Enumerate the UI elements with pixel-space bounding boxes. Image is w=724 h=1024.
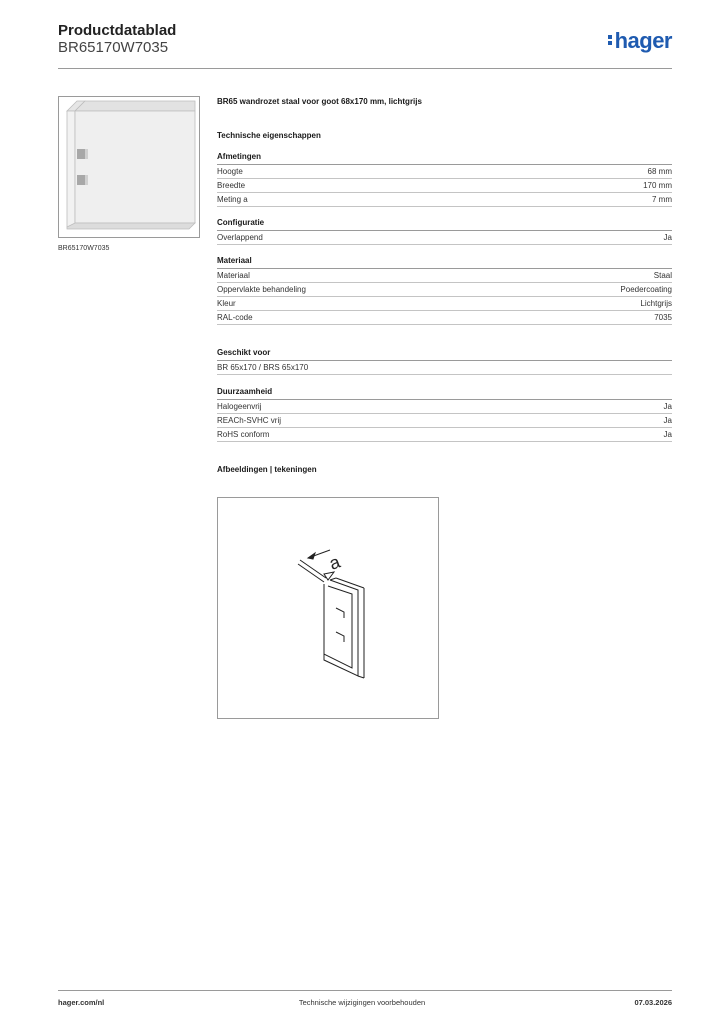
row-value: 7035 <box>654 313 672 322</box>
header-divider <box>58 68 672 69</box>
spec-content <box>217 96 672 476</box>
table-row <box>217 193 672 207</box>
section-title: Afmetingen <box>217 151 672 165</box>
table-row <box>217 311 672 325</box>
section-title: Configuratie <box>217 217 672 231</box>
row-value: Ja <box>663 430 672 439</box>
section-duurzaamheid <box>217 386 672 442</box>
row-label: BR 65x170 / BRS 65x170 <box>217 363 309 372</box>
row-label: Overlappend <box>217 233 263 242</box>
table-row <box>217 269 672 283</box>
section-title: Geschikt voor <box>217 347 672 361</box>
thumbnail-caption: BR65170W7035 <box>58 245 110 252</box>
hager-logo <box>608 28 672 54</box>
technical-drawing <box>217 497 439 719</box>
row-label: Halogeenvrij <box>217 402 262 411</box>
product-code: BR65170W7035 <box>58 39 169 56</box>
row-label: REACh-SVHC vrij <box>217 416 282 425</box>
row-value: 68 mm <box>647 167 672 176</box>
row-label: Kleur <box>217 299 236 308</box>
tech-heading: Technische eigenschappen <box>217 131 321 140</box>
product-thumbnail <box>58 96 200 238</box>
logo-text: hager <box>614 28 672 53</box>
table-row <box>217 283 672 297</box>
section-title: Duurzaamheid <box>217 386 672 400</box>
dimension-label: a <box>326 551 343 574</box>
footer-disclaimer: Technische wijzigingen voorbehouden <box>298 998 426 1007</box>
row-label: RoHS conform <box>217 430 270 439</box>
row-label: Meting a <box>217 195 248 204</box>
row-value: Poedercoating <box>620 285 672 294</box>
section-geschikt <box>217 347 672 375</box>
dimension-drawing <box>218 498 438 718</box>
row-value: Ja <box>663 233 672 242</box>
table-row <box>217 165 672 179</box>
page-header <box>58 22 672 68</box>
logo-dots-icon <box>608 33 613 47</box>
row-value: Lichtgrijs <box>640 299 672 308</box>
row-label: Materiaal <box>217 271 250 280</box>
table-row <box>217 361 672 375</box>
table-row <box>217 231 672 245</box>
table-row <box>217 414 672 428</box>
row-value: Ja <box>663 416 672 425</box>
row-label: RAL-code <box>217 313 253 322</box>
row-value: 170 mm <box>643 181 672 190</box>
row-label: Oppervlakte behandeling <box>217 285 306 294</box>
footer-date: 07.03.2026 <box>634 998 672 1007</box>
row-value: Staal <box>653 271 672 280</box>
section-title: Materiaal <box>217 255 672 269</box>
table-row <box>217 400 672 414</box>
product-title: BR65 wandrozet staal voor goot 68x170 mm, lichtgrijs <box>217 97 422 106</box>
row-label: Breedte <box>217 181 246 190</box>
table-row <box>217 179 672 193</box>
drawings-heading: Afbeeldingen | tekeningen <box>217 465 317 474</box>
section-afmetingen <box>217 151 672 207</box>
page-title: Productdatablad <box>58 22 177 39</box>
footer-divider <box>58 990 672 991</box>
row-value: 7 mm <box>652 195 672 204</box>
product-image <box>59 97 199 237</box>
row-value: Ja <box>663 402 672 411</box>
table-row <box>217 297 672 311</box>
footer-website[interactable]: hager.com/nl <box>58 998 105 1007</box>
section-materiaal <box>217 255 672 325</box>
section-configuratie <box>217 217 672 245</box>
table-row <box>217 428 672 442</box>
row-label: Hoogte <box>217 167 243 176</box>
